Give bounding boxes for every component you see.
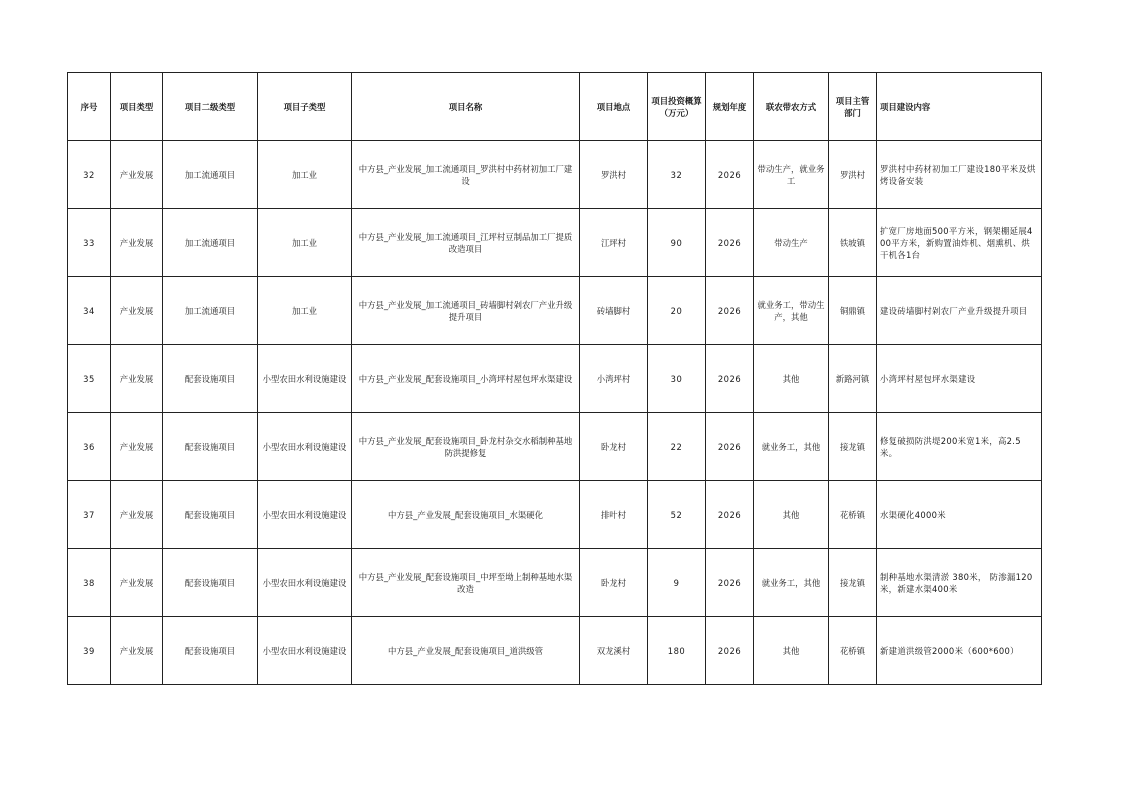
cell-farmer-link: 就业务工，带动生产，其他 <box>754 277 829 345</box>
col-header-index: 序号 <box>68 73 111 141</box>
cell-index: 39 <box>68 617 111 685</box>
cell-index: 35 <box>68 345 111 413</box>
cell-content: 水渠硬化4000米 <box>877 481 1042 549</box>
cell-budget: 90 <box>648 209 706 277</box>
cell-name: 中方县_产业发展_配套设施项目_道洪级管 <box>352 617 580 685</box>
cell-type: 产业发展 <box>111 617 163 685</box>
cell-department: 花桥镇 <box>829 481 877 549</box>
cell-department: 罗洪村 <box>829 141 877 209</box>
cell-budget: 9 <box>648 549 706 617</box>
col-header-year: 规划年度 <box>706 73 754 141</box>
cell-index: 37 <box>68 481 111 549</box>
col-header-type: 项目类型 <box>111 73 163 141</box>
cell-location: 江坪村 <box>580 209 648 277</box>
cell-content: 小湾坪村屋包坪水渠建设 <box>877 345 1042 413</box>
cell-subtype2: 配套设施项目 <box>163 413 258 481</box>
cell-department: 铜鼎镇 <box>829 277 877 345</box>
table-row <box>68 277 1042 345</box>
cell-farmer-link: 其他 <box>754 481 829 549</box>
cell-year: 2026 <box>706 481 754 549</box>
cell-type: 产业发展 <box>111 549 163 617</box>
cell-location: 卧龙村 <box>580 413 648 481</box>
table-row <box>68 481 1042 549</box>
col-header-location: 项目地点 <box>580 73 648 141</box>
col-header-content: 项目建设内容 <box>877 73 1042 141</box>
cell-budget: 52 <box>648 481 706 549</box>
col-header-farmer-link: 联农带农方式 <box>754 73 829 141</box>
cell-subtype: 加工业 <box>258 141 352 209</box>
cell-location: 排叶村 <box>580 481 648 549</box>
cell-budget: 20 <box>648 277 706 345</box>
cell-index: 34 <box>68 277 111 345</box>
cell-subtype: 小型农田水利设施建设 <box>258 549 352 617</box>
cell-name: 中方县_产业发展_配套设施项目_中坪至坳上制种基地水渠改造 <box>352 549 580 617</box>
cell-type: 产业发展 <box>111 141 163 209</box>
cell-subtype2: 配套设施项目 <box>163 617 258 685</box>
cell-budget: 22 <box>648 413 706 481</box>
table-row <box>68 549 1042 617</box>
cell-year: 2026 <box>706 345 754 413</box>
cell-subtype: 加工业 <box>258 277 352 345</box>
cell-year: 2026 <box>706 209 754 277</box>
cell-name: 中方县_产业发展_配套设施项目_水渠硬化 <box>352 481 580 549</box>
cell-farmer-link: 就业务工，其他 <box>754 549 829 617</box>
cell-farmer-link: 其他 <box>754 617 829 685</box>
col-header-subtype: 项目子类型 <box>258 73 352 141</box>
cell-location: 罗洪村 <box>580 141 648 209</box>
cell-name: 中方县_产业发展_加工流通项目_江坪村豆制品加工厂提质改造项目 <box>352 209 580 277</box>
cell-subtype2: 配套设施项目 <box>163 481 258 549</box>
cell-subtype2: 加工流通项目 <box>163 209 258 277</box>
cell-department: 接龙镇 <box>829 413 877 481</box>
cell-farmer-link: 就业务工，其他 <box>754 413 829 481</box>
cell-name: 中方县_产业发展_加工流通项目_砖墙脚村剁农厂产业升级提升项目 <box>352 277 580 345</box>
cell-index: 38 <box>68 549 111 617</box>
cell-location: 双龙溪村 <box>580 617 648 685</box>
table-row <box>68 209 1042 277</box>
col-header-budget: 项目投资概算（万元） <box>648 73 706 141</box>
cell-year: 2026 <box>706 277 754 345</box>
cell-location: 卧龙村 <box>580 549 648 617</box>
cell-department: 新路河镇 <box>829 345 877 413</box>
cell-content: 修复破损防洪堤200米宽1米，高2.5米。 <box>877 413 1042 481</box>
cell-content: 制种基地水渠清淤 380米， 防渗漏120米，新建水渠400米 <box>877 549 1042 617</box>
cell-index: 36 <box>68 413 111 481</box>
cell-location: 小湾坪村 <box>580 345 648 413</box>
cell-type: 产业发展 <box>111 345 163 413</box>
table-row <box>68 141 1042 209</box>
cell-subtype: 小型农田水利设施建设 <box>258 345 352 413</box>
cell-subtype: 小型农田水利设施建设 <box>258 481 352 549</box>
cell-subtype: 小型农田水利设施建设 <box>258 617 352 685</box>
table-row <box>68 413 1042 481</box>
col-header-name: 项目名称 <box>352 73 580 141</box>
cell-subtype2: 配套设施项目 <box>163 345 258 413</box>
cell-department: 铁坡镇 <box>829 209 877 277</box>
cell-location: 砖墙脚村 <box>580 277 648 345</box>
col-header-subtype2: 项目二级类型 <box>163 73 258 141</box>
cell-subtype2: 配套设施项目 <box>163 549 258 617</box>
cell-department: 花桥镇 <box>829 617 877 685</box>
cell-budget: 32 <box>648 141 706 209</box>
cell-subtype: 加工业 <box>258 209 352 277</box>
col-header-department: 项目主管部门 <box>829 73 877 141</box>
cell-year: 2026 <box>706 549 754 617</box>
cell-name: 中方县_产业发展_加工流通项目_罗洪村中药材初加工厂建设 <box>352 141 580 209</box>
table-row <box>68 617 1042 685</box>
cell-subtype2: 加工流通项目 <box>163 141 258 209</box>
cell-index: 32 <box>68 141 111 209</box>
cell-content: 新建道洪级管2000米（600*600） <box>877 617 1042 685</box>
cell-type: 产业发展 <box>111 277 163 345</box>
cell-year: 2026 <box>706 141 754 209</box>
cell-name: 中方县_产业发展_配套设施项目_卧龙村杂交水稻制种基地防洪提修复 <box>352 413 580 481</box>
cell-budget: 180 <box>648 617 706 685</box>
cell-farmer-link: 带动生产 <box>754 209 829 277</box>
cell-year: 2026 <box>706 617 754 685</box>
cell-farmer-link: 其他 <box>754 345 829 413</box>
cell-year: 2026 <box>706 413 754 481</box>
table-row <box>68 345 1042 413</box>
header-row <box>68 73 1042 141</box>
cell-department: 接龙镇 <box>829 549 877 617</box>
cell-farmer-link: 带动生产，就业务工 <box>754 141 829 209</box>
cell-type: 产业发展 <box>111 413 163 481</box>
cell-name: 中方县_产业发展_配套设施项目_小湾坪村屋包坪水渠建设 <box>352 345 580 413</box>
cell-content: 罗洪村中药材初加工厂建设180平米及烘烤设备安装 <box>877 141 1042 209</box>
cell-budget: 30 <box>648 345 706 413</box>
cell-subtype2: 加工流通项目 <box>163 277 258 345</box>
cell-content: 建设砖墙脚村剁农厂产业升级提升项目 <box>877 277 1042 345</box>
cell-type: 产业发展 <box>111 481 163 549</box>
project-table <box>67 72 1042 685</box>
cell-type: 产业发展 <box>111 209 163 277</box>
cell-subtype: 小型农田水利设施建设 <box>258 413 352 481</box>
cell-index: 33 <box>68 209 111 277</box>
cell-content: 扩宽厂房地面500平方米，钢架棚延展400平方米，新购置油炸机、烟熏机、烘干机各1台 <box>877 209 1042 277</box>
